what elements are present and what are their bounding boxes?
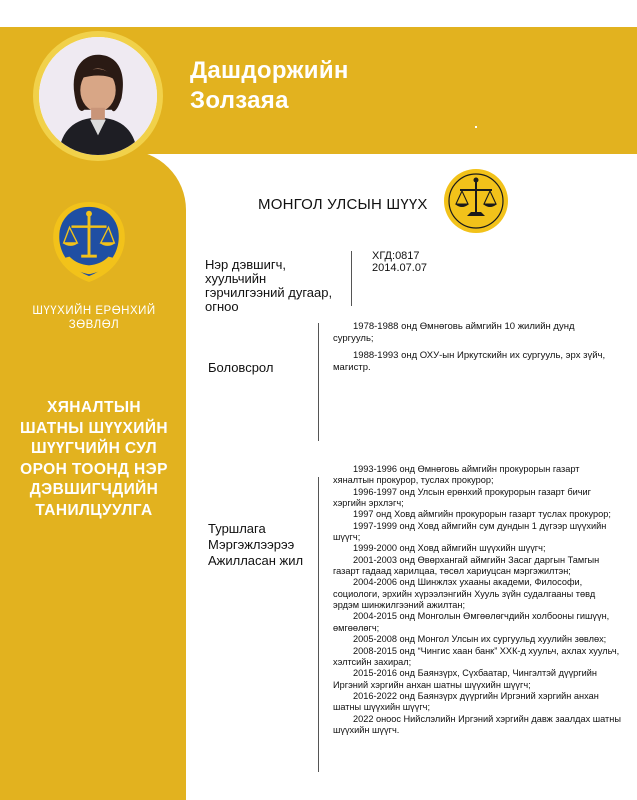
experience-item: 2005-2008 онд Монгол Улсын их сургуульд хуулийн зөвлөх; — [353, 634, 607, 645]
experience-item: 2015-2016 онд Баянзүрх, Сүхбаатар, Чингэлтэй дүүргийн Иргэний хэргийн анхан шатны шүүхийн шүүгч; — [333, 668, 597, 690]
court-title: МОНГОЛ УЛСЫН ШҮҮХ — [258, 196, 428, 213]
experience-item: 1997-1999 онд Ховд аймгийн сум дундын 1 дүгээр шүүхийн шүүгч; — [333, 520, 607, 543]
decorative-dot — [475, 126, 477, 128]
license-value — [372, 250, 427, 274]
divider-experience — [318, 477, 319, 772]
license-date: 2014.07.07 — [372, 262, 428, 274]
license-label: Нэр дэвшигч, хуульчийн гэрчилгээний дугаар, огноо — [205, 257, 333, 314]
experience-item: 2004-2015 онд Монголын Өмгөөлөгчдийн холбооны гишүүн, өмгөөлөгч; — [333, 611, 610, 633]
portrait-photo — [33, 31, 163, 161]
experience-item: 1993-1996 онд Өмнөговь аймгийн прокурорын газарт хяналтын прокурор, туслах прокурор; — [333, 464, 580, 486]
name-line-1: Дашдоржийн — [190, 57, 349, 84]
experience-item: 2022 оноос Нийслэлийн Иргэний хэргийн давж заалдах шатны шүүхийн шүүгч. — [333, 713, 621, 735]
council-emblem-icon — [50, 200, 128, 284]
experience-item: 2001-2003 онд Өвөрхангай аймгийн Засаг даргын Тамгын газарт гадаад харилцаа, төсөл хариуцсан мэргэжилтэн; — [333, 554, 600, 577]
divider-license — [351, 251, 352, 306]
experience-label: Туршлага Мэргэжлээрээ Ажилласан жил — [208, 521, 304, 568]
name-line-2: Золзаяа — [190, 87, 289, 114]
education-list — [333, 321, 613, 379]
license-number: ХГД:0817 — [372, 250, 420, 262]
divider-education — [318, 323, 319, 441]
portrait-icon — [39, 37, 157, 155]
court-logo-icon — [443, 168, 509, 234]
experience-item: 2016-2022 онд Баянзүрх дүүргийн Иргэний хэргийн анхан шатны шүүхийн шүүгч; — [333, 690, 599, 713]
experience-list — [333, 464, 623, 736]
education-item: 1978-1988 онд Өмнөговь аймгийн 10 жилийн дунд сургууль; — [333, 321, 575, 344]
sidebar-title: ХЯНАЛТЫН ШАТНЫ ШҮҮХИЙН ШҮҮГЧИЙН СУЛ ОРОН ТООНД НЭР ДЭВШИГЧДИЙН ТАНИЛЦУУЛГА — [20, 399, 168, 519]
experience-item: 2008-2015 онд “Чингис хаан банк” ХХК-д хуульч, ахлах хуульч, хэлтсийн захирал; — [333, 645, 620, 667]
experience-item: 2004-2006 онд Шинжлэх ухааны академи, Философи, социологи, эрхийн хүрээлэнгийн Хууль зүйн судалгааны төвд эрдэм шинжилгээний ажилтан; — [333, 577, 596, 611]
education-label: Боловсрол — [208, 360, 274, 375]
experience-item: 1996-1997 онд Улсын ерөнхий прокурорын газарт бичиг хэргийн эрхлэгч; — [333, 486, 591, 509]
education-item: 1988-1993 онд ОХУ-ын Иркутскийн их сургууль, эрх зүйч, магистр. — [333, 350, 606, 373]
council-name: ШҮҮХИЙН ЕРӨНХИЙ ЗӨВЛӨЛ — [32, 305, 156, 331]
experience-item: 1999-2000 онд Ховд аймгийн шүүхийн шүүгч; — [353, 543, 546, 554]
experience-item: 1997 онд Ховд аймгийн прокурорын газарт туслах прокурор; — [353, 509, 611, 520]
